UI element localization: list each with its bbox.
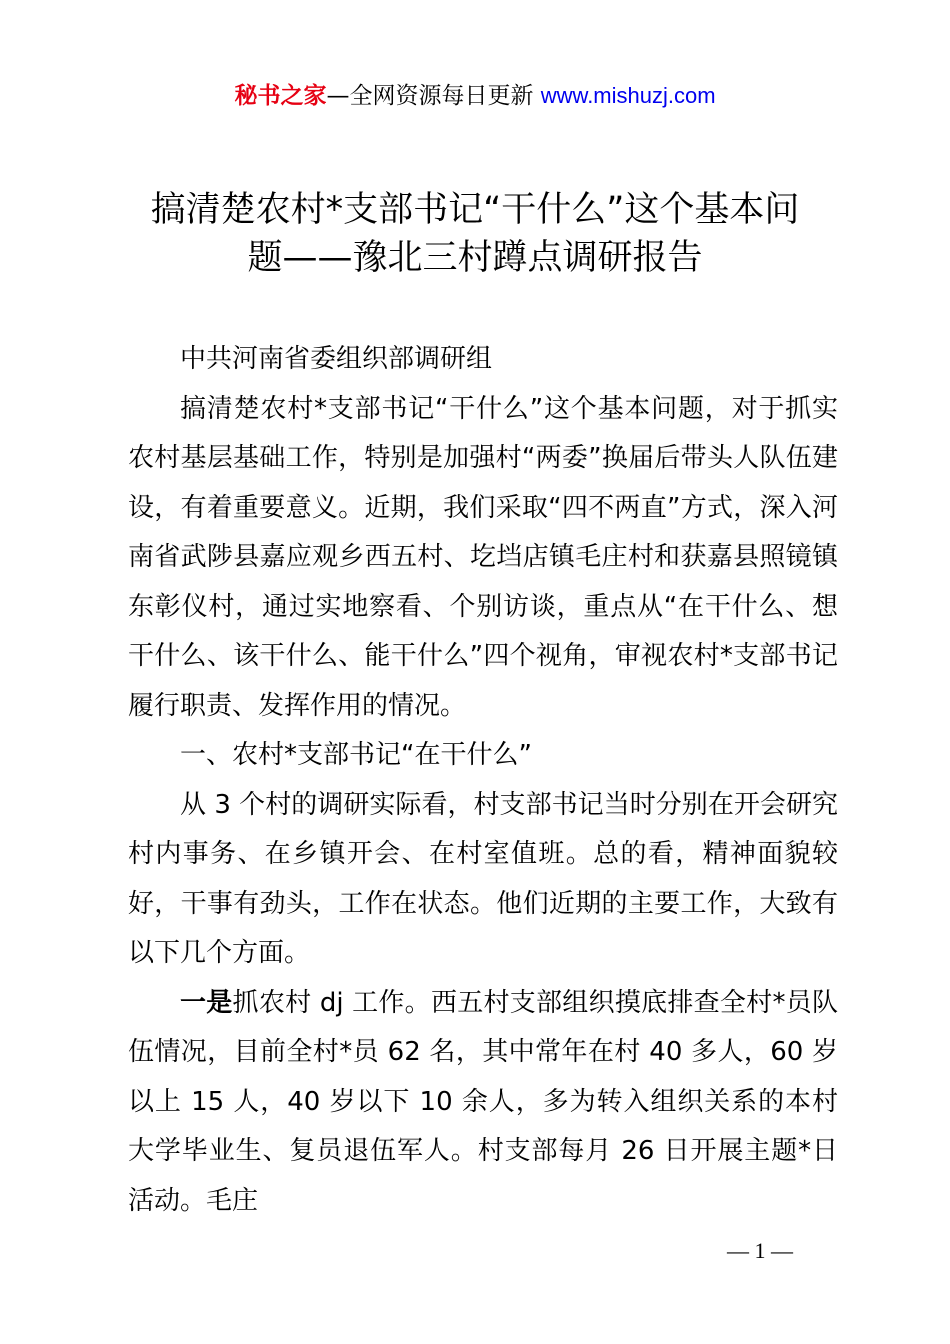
site-tagline: —全网资源每日更新 (326, 83, 541, 109)
site-header (0, 80, 950, 112)
section-1-paragraph-1: 从 3 个村的调研实际看，村支部书记当时分别在开会研究村内事务、在乡镇开会、在村室值班。总的看，精神面貌较好，干事有劲头，工作在状态。他们近期的主要工作，大致有以下几个方面。 (128, 789, 838, 968)
section-1-heading: 一、农村*支部书记“在干什么” (180, 740, 532, 770)
intro-paragraph: 搞清楚农村*支部书记“干什么”这个基本问题，对于抓实农村基层基础工作，特别是加强村“两委”换届后带头人队伍建设，有着重要意义。近期，我们采取“四不两直”方式，深入河南省武陟县嘉应观乡西五村、圪垱店镇毛庄村和获嘉县照镜镇东彰仪村，通过实地察看、个别访谈，重点从“在干什么、想干什么、该干什么、能干什么”四个视角，审视农村*支部书记履行职责、发挥作用的情况。 (128, 393, 838, 721)
site-brand: 秘书之家 (234, 83, 327, 109)
document-title-line-1: 搞清楚农村*支部书记“干什么”这个基本问 (150, 190, 800, 230)
paragraph-body-text: 抓农村 dj 工作。西五村支部组织摸底排查全村*员队伍情况，目前全村*员 62 名，其中常年在村 40 多人，60 岁以上 15 人，40 岁以下 10 余人，多为转入组织关系的本村大学毕业生、复员退伍军人。村支部每月 26 日开展主题*日活动。毛庄 (128, 987, 838, 1216)
document-title-line-2: 题——豫北三村蹲点调研报告 (247, 238, 703, 278)
page-number: — 1 — (727, 1238, 793, 1263)
author-line: 中共河南省委组织部调研组 (180, 344, 493, 374)
paragraph-lead-text: 一是 (180, 987, 233, 1018)
document-title (120, 186, 830, 282)
document-body (128, 335, 838, 1226)
site-url-link[interactable]: www.mishuzj.com (540, 83, 716, 108)
section-1-paragraph-2 (128, 979, 838, 1227)
